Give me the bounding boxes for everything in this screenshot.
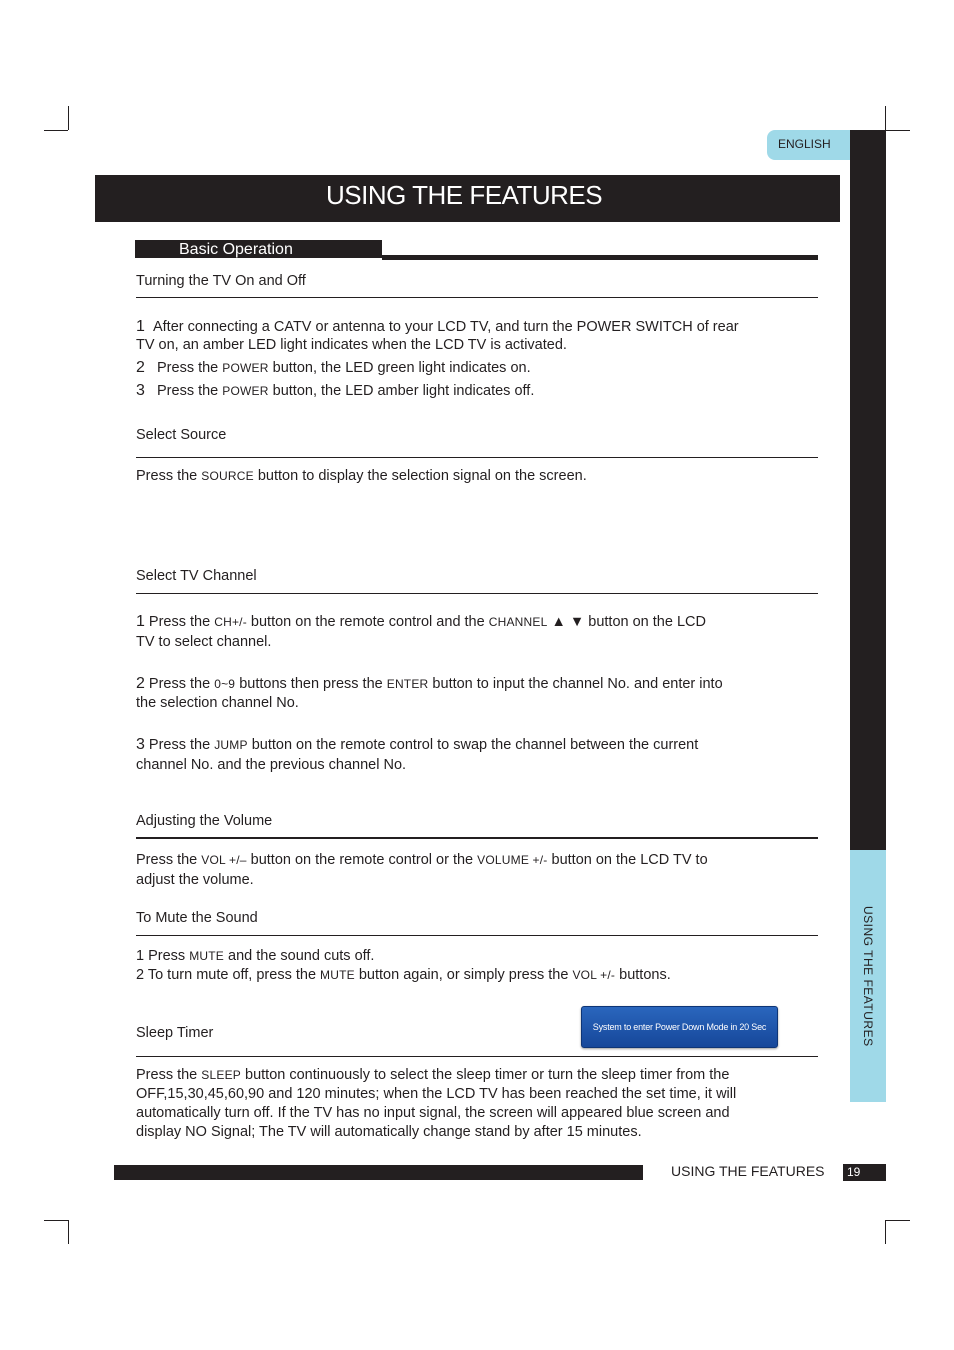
turning-heading: Turning the TV On and Off [136, 273, 306, 289]
crop-mark [68, 1220, 69, 1244]
step-text: button, the LED green light indicates on. [268, 360, 531, 376]
divider [136, 837, 818, 839]
key-name: VOL +/- [572, 968, 616, 982]
key-name: VOLUME +/- [477, 853, 548, 867]
volume-text-cont: adjust the volume. [136, 872, 254, 888]
crop-mark [886, 1220, 910, 1221]
crop-mark [68, 106, 69, 130]
divider [136, 1056, 818, 1057]
arrow-icons: ▲ ▼ [547, 614, 585, 630]
channel-heading: Select TV Channel [136, 568, 257, 584]
volume-heading: Adjusting the Volume [136, 813, 273, 829]
source-heading: Select Source [136, 427, 227, 443]
step-number: 2 [136, 359, 145, 376]
key-name: POWER [222, 384, 269, 398]
crop-mark [886, 130, 910, 131]
sleep-line-4: display NO Signal; The TV will automatically change stand by after 15 minutes. [136, 1124, 642, 1140]
body-text: button on the LCD TV to [547, 852, 708, 868]
page-title: USING THE FEATURES [326, 180, 603, 210]
turning-step-1 [136, 317, 739, 337]
channel-step-2 [136, 674, 723, 694]
page-number: 19 [847, 1165, 861, 1179]
channel-step-2-cont: the selection channel No. [136, 695, 299, 711]
footer-bar [114, 1165, 643, 1180]
key-name: JUMP [214, 738, 248, 752]
key-name: CHANNEL [488, 615, 548, 629]
body-text: 2 To turn mute off, press the [136, 967, 321, 983]
step-text: button on the remote control and the [246, 614, 489, 630]
step-number: 1 [136, 318, 145, 335]
section-bar-label: Basic Operation [179, 241, 293, 258]
turning-step-2 [136, 358, 531, 378]
step-number: 1 [136, 613, 145, 630]
body-text: and the sound cuts off. [223, 948, 375, 964]
osd-message-text: System to enter Power Down Mode in 20 Sec [592, 1022, 767, 1032]
crop-mark [44, 130, 68, 131]
side-dark-bar [850, 130, 886, 850]
step-text: Press the [157, 360, 223, 376]
step-text: button on the LCD [584, 614, 706, 630]
sleep-line-3: automatically turn off. If the TV has no input signal, the screen will appeared blue screen and [136, 1105, 730, 1121]
key-name: 0~9 [214, 677, 236, 691]
footer-label: USING THE FEATURES [671, 1163, 825, 1179]
source-text [136, 467, 587, 486]
mute-line-2 [136, 966, 671, 985]
body-text: button continuously to select the sleep timer or turn the sleep timer from the [240, 1067, 730, 1083]
step-number: 3 [136, 736, 145, 753]
key-name: CH+/- [214, 615, 247, 629]
sleep-line-1 [136, 1066, 729, 1085]
crop-mark [885, 1220, 886, 1244]
divider [136, 593, 818, 594]
mute-line-1 [136, 947, 374, 966]
step-text: buttons then press the [235, 676, 387, 692]
body-text: button to display the selection signal on the screen. [253, 468, 587, 484]
key-name: SLEEP [201, 1068, 241, 1082]
section-bar-line [382, 255, 818, 260]
body-text: button again, or simply press the [354, 967, 573, 983]
key-name: ENTER [386, 677, 429, 691]
crop-mark [885, 106, 886, 130]
step-text: Press the [157, 383, 223, 399]
channel-step-3 [136, 735, 698, 755]
step-text: After connecting a CATV or antenna to your LCD TV, and turn the POWER SWITCH of rear [152, 319, 739, 335]
channel-step-3-cont: channel No. and the previous channel No. [136, 757, 407, 773]
step-text: button on the remote control to swap the channel between the current [247, 737, 699, 753]
turning-step-3 [136, 381, 534, 401]
body-text: Press the [136, 468, 202, 484]
channel-step-1 [136, 612, 706, 632]
body-text: 1 Press [136, 948, 190, 964]
body-text: Press the [136, 1067, 202, 1083]
step-number: 2 [136, 675, 145, 692]
divider [136, 457, 818, 458]
language-label: ENGLISH [778, 137, 831, 151]
sleep-heading: Sleep Timer [136, 1025, 214, 1041]
key-name: VOL +/– [201, 853, 247, 867]
step-text: button to input the channel No. and enter into [428, 676, 723, 692]
step-text: Press the [144, 614, 215, 630]
body-text: Press the [136, 852, 202, 868]
step-text: Press the [144, 737, 215, 753]
step-text: Press the [144, 676, 215, 692]
side-section-label: USING THE FEATURES [861, 906, 875, 1047]
divider [136, 935, 818, 936]
mute-heading: To Mute the Sound [136, 910, 258, 926]
body-text: buttons. [615, 967, 671, 983]
turning-step-1-cont: TV on, an amber LED light indicates when the LCD TV is activated. [136, 337, 567, 353]
volume-text [136, 851, 708, 870]
channel-step-1-cont: TV to select channel. [136, 634, 272, 650]
divider [136, 297, 818, 298]
key-name: MUTE [320, 968, 355, 982]
step-text: button, the LED amber light indicates off. [268, 383, 535, 399]
osd-message-box [581, 1006, 778, 1048]
key-name: POWER [222, 361, 269, 375]
key-name: MUTE [189, 949, 224, 963]
crop-mark [44, 1220, 68, 1221]
sleep-line-2: OFF,15,30,45,60,90 and 120 minutes; when the LCD TV has been reached the set time, it will [136, 1086, 737, 1102]
step-number: 3 [136, 382, 145, 399]
body-text: button on the remote control or the [246, 852, 478, 868]
key-name: SOURCE [201, 469, 254, 483]
